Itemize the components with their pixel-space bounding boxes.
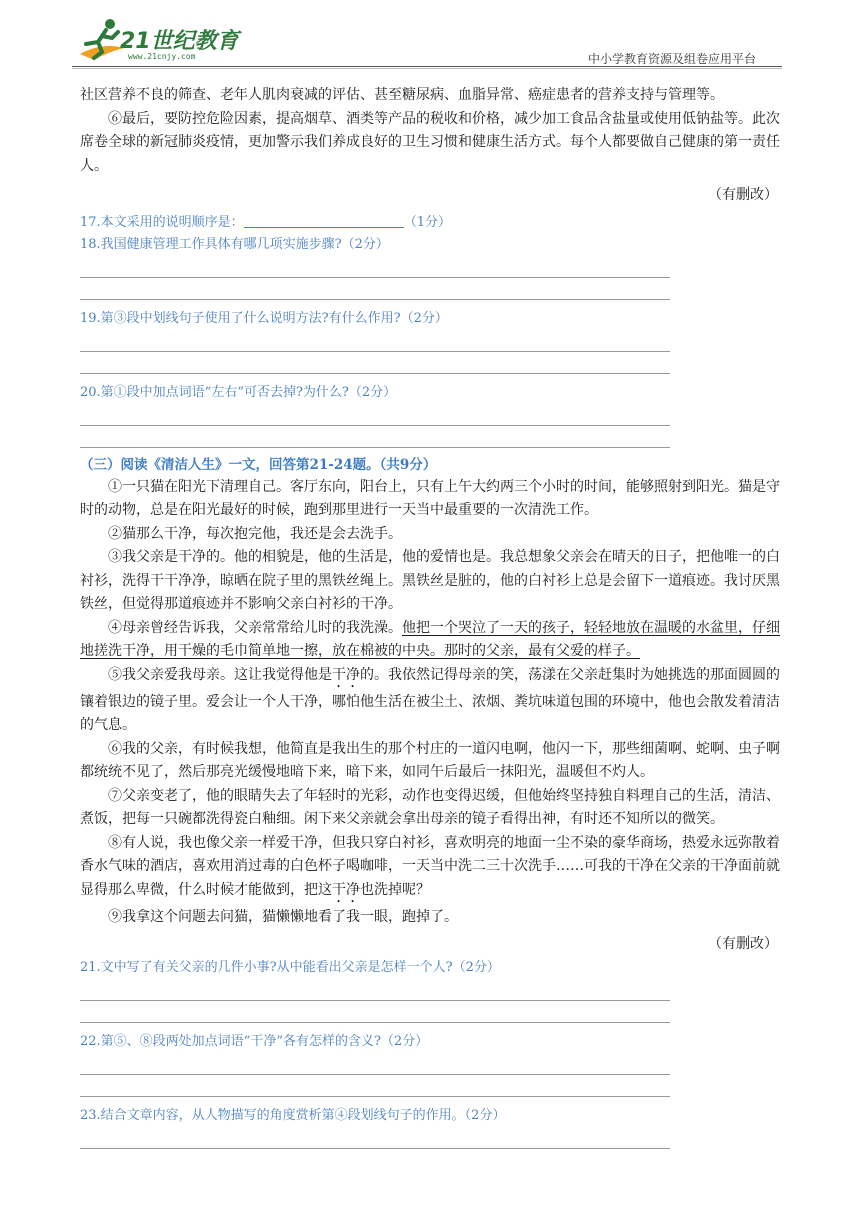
question-23: 23.结合文章内容，从人物描写的角度赏析第④段划线句子的作用。（2分） xyxy=(80,1107,506,1123)
answer-line[interactable] xyxy=(80,426,670,448)
answer-line[interactable] xyxy=(80,1053,670,1075)
platform-name: 中小学教育资源及组卷应用平台 xyxy=(588,52,757,66)
header-divider-thin xyxy=(72,68,782,69)
paragraph-5 xyxy=(80,664,780,738)
paragraph-7: ⑦父亲变老了，他的眼睛失去了年轻时的光彩，动作也变得迟缓，但他始终坚持独自料理自己的生活，清洁、煮饭，把每一只碗都洗得瓷白釉细。闲下来父亲就会拿出母亲的镜子看得出神，有时还不知所以的微笑。 xyxy=(80,787,780,827)
answer-line[interactable] xyxy=(80,1075,670,1097)
header-divider xyxy=(72,66,782,67)
paragraph-6b: ⑥我的父亲，有时候我想，他简直是我出生的那个村庄的一道闪电啊，他闪一下，那些细菌啊、蛇啊、虫子啊都统统不见了，然后那亮光缓慢地暗下来，暗下来，如同午后最后一抹阳光，温暖但不灼人。 xyxy=(80,740,780,780)
question-22: 22.第⑤、⑧段两处加点词语“干净”各有怎样的含义?（2分） xyxy=(80,1033,429,1049)
logo-text: 21世纪教育 xyxy=(120,29,239,54)
answer-line[interactable] xyxy=(80,1127,670,1149)
edited-note: （有删改） xyxy=(708,936,778,952)
paragraph-8-rest: 也洗掉呢？ xyxy=(360,881,430,898)
page-header xyxy=(0,0,860,72)
answer-line[interactable] xyxy=(80,404,670,426)
passage-continuation: 社区营养不良的筛查、老年人肌肉衰减的评估、甚至糖尿病、血脂异常、癌症患者的营养支持与管理等。 xyxy=(80,87,724,103)
paragraph-4 xyxy=(80,617,780,664)
paragraph-1: ①一只猫在阳光下清理自己。客厅东向，阳台上，只有上午大约两三个小时的时间，能够照射到阳光。猫是守时的动物，总是在阳光最好的时候，跑到那里进行一天当中最重要的一次清洗工作。 xyxy=(80,478,780,518)
dotted-word-ganjing: 干净 xyxy=(332,666,360,683)
paragraph-8-lead: ⑧有人说，我也像父亲一样爱干净，但我只穿白衬衫，喜欢明亮的地面一尘不染的豪华商场，热爱永远弥散着香水气味的酒店，喜欢用消过毒的白色杯子喝咖啡，一天当中洗二三十次洗手……可我的干净在父亲的干净面前就显得那么卑微，什么时候才能做到，把这 xyxy=(80,834,780,898)
question-21: 21.文中写了有关父亲的几件小事?从中能看出父亲是怎样一个人?（2分） xyxy=(80,959,500,975)
question-18: 18.我国健康管理工作具体有哪几项实施步骤?（2分） xyxy=(80,236,389,252)
question-19: 19.第③段中划线句子使用了什么说明方法?有什么作用?（2分） xyxy=(80,310,448,326)
logo-url: www.21cnjy.com xyxy=(128,52,196,61)
answer-line[interactable] xyxy=(80,352,670,374)
underlined-sentence: 他把一个哭泣了一天的孩子，轻轻地放在温暖的水盆里，仔细地搓洗干净，用干燥的毛巾简单地一擦，放在棉被的中央。那时的父亲，最有父爱的样子。 xyxy=(80,619,780,659)
paragraph-5-rest: 的。我依然记得母亲的笑，荡漾在父亲赶集时为她挑选的那面圆圆的镶着银边的镜子里。爱会让一个人干净，哪怕他生活在被尘土、浓烟、粪坑味道包围的环境中，他也会散发着清洁的气息。 xyxy=(80,666,780,733)
section-3-title: （三）阅读《清洁人生》一文，回答第21-24题。（共9分） xyxy=(80,456,437,473)
answer-line[interactable] xyxy=(80,330,670,352)
paragraph-8 xyxy=(80,832,780,906)
paragraph-2: ②猫那么干净，每次抱完他，我还是会去洗手。 xyxy=(108,525,402,542)
paragraph-3: ③我父亲是干净的。他的相貌是，他的生活是，他的爱情也是。我总想象父亲会在晴天的日子，把他唯一的白衬衫，洗得干干净净，晾晒在院子里的黑铁丝绳上。黑铁丝是脏的，他的白衬衫上总是会留下一道痕迹。我讨厌黑铁丝，但觉得那道痕迹并不影响父亲白衬衫的干净。 xyxy=(80,549,780,612)
answer-line[interactable] xyxy=(80,1001,670,1023)
question-20: 20.第①段中加点词语“左右”可否去掉?为什么?（2分） xyxy=(80,384,397,400)
answer-line[interactable] xyxy=(80,256,670,278)
paragraph-4-lead: ④母亲曾经告诉我，父亲常常给儿时的我洗澡。 xyxy=(108,619,402,636)
answer-line[interactable] xyxy=(80,979,670,1001)
paragraph-6: ⑥最后，要防控危险因素，提高烟草、酒类等产品的税收和价格，减少加工食品含盐量或使用低钠盐等。此次席卷全球的新冠肺炎疫情，更加警示我们养成良好的卫生习惯和健康生活方式。每个人都要做自己健康的第一责任人。 xyxy=(80,110,780,174)
question-17 xyxy=(80,212,780,234)
answer-line[interactable] xyxy=(80,278,670,300)
page-content xyxy=(80,84,780,1149)
paragraph-9: ⑨我拿这个问题去问猫，猫懒懒地看了我一眼，跑掉了。 xyxy=(108,908,458,925)
question-17-score: （1分） xyxy=(403,214,451,230)
question-17-text: 17.本文采用的说明顺序是： xyxy=(80,214,244,230)
answer-blank-17[interactable] xyxy=(244,213,404,228)
dotted-word-ganjing: 干净 xyxy=(332,881,360,898)
paragraph-5-lead: ⑤我父亲爱我母亲。这让我觉得他是 xyxy=(108,666,332,683)
edited-note: （有删改） xyxy=(708,187,778,203)
